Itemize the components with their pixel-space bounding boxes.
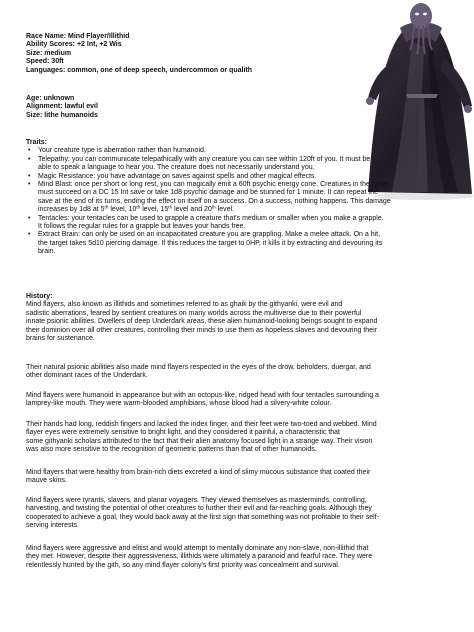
- trait-mind-blast-cont-2: save at the end of its turns, ending the effect on itself on a success. On a success, nothing happens. This damage: [38, 197, 391, 205]
- history-paragraph-5: Mind flayers that were healthy from brain-rich diets excreted a kind of slimy mucous substance that coated their mauve skins.: [26, 469, 371, 485]
- trait-tentacles-cont: It follows the regular rules for a grapple but leaves your hands free.: [38, 223, 246, 231]
- size-description-line: Size: lithe humanoids: [26, 111, 98, 119]
- history-paragraph-4: Their hands had long, reddish fingers and lacked the index finger, and their feet were two-toed and webbed. Mind flayer eyes were extremely sensitive to bright light, and they considered it painful, a characteristic that some githyanki scholars attributed to the fact that their alien anatomy focused light in a strange way. Their vision was also more sensitive to the recognition of geometric patterns than that of other humanoids.: [26, 421, 377, 454]
- speed-line: Speed: 30ft: [26, 58, 64, 66]
- trait-telepathy: • Telepathy: you can communicate telepathically with any creature you can see within 120ft of you. It must be: [26, 156, 450, 164]
- alignment-line: Alignment: lawful evil: [26, 103, 98, 111]
- trait-mind-blast: • Mind Blast: once per short or long rest, you can magically emit a 60ft psychic energy cone. Creatures in the cone: [26, 181, 450, 189]
- history-paragraph-2: Their natural psionic abilities also made mind flayers respected in the eyes of the drow, beholders, duergar, and other dominant races of the Underdark.: [26, 364, 371, 380]
- traits-section: [26, 139, 450, 257]
- size-line: Size: medium: [26, 49, 72, 57]
- age-line: Age: unknown: [26, 95, 75, 102]
- history-paragraph-7: Mind flayers were aggressive and elitist and would attempt to mentally dominate any non-slave, non-illithid that they met. However, despite their aggressiveness, illithids were ultimately a paranoid and fearful race. They were relentlessly hunted by the gith, so any mind flayer colony's first priority was concealment and survival.: [26, 545, 373, 569]
- race-name-line: Race Name: Mind Flayer/Illithid: [26, 33, 130, 40]
- race-details: [26, 95, 450, 120]
- history-paragraph-3: Mind flayers were humanoid in appearance but with an octopus-like, ridged head with four tentacles surrounding a lamprey-like mouth. They were warm-blooded amphibians, whose blood had a silvery-white colour.: [26, 392, 379, 408]
- trait-extract-brain: • Extract Brain: can only be used on an incapacitated creature you are grappling. Make a melee attack. On a hit,: [26, 231, 450, 239]
- trait-extract-brain-cont-1: the target takes 5d10 piercing damage. If this reduces the target to 0HP, it kills it by extracting and devouring its: [38, 239, 383, 247]
- trait-telepathy-cont: able to speak a language to hear you. The creature does not necessarily understand you.: [38, 164, 315, 172]
- traits-heading: Traits:: [26, 139, 48, 146]
- trait-tentacles: • Tentacles: your tentacles can be used to grapple a creature that's medium or smaller when you make a grapple.: [26, 215, 450, 223]
- trait-mind-blast-cont-3: increases by 1d8 at 5th level, 10th level, 15th level and 20th level.: [38, 204, 234, 214]
- trait-creature-type: • Your creature type is aberration rather than humanoid.: [26, 147, 450, 155]
- document-page: [26, 0, 452, 632]
- history-section: [26, 293, 450, 343]
- trait-magic-resistance: • Magic Resistance: you have advantage on saves against spells and other magical effects.: [26, 173, 450, 181]
- race-header: [26, 33, 450, 75]
- trait-extract-brain-cont-2: brain.: [38, 248, 56, 256]
- trait-mind-blast-cont-1: must succeed on a DC 15 Int save or take 1d8 psychic damage and be stunned for 1 minute. It can repeat the: [38, 189, 379, 197]
- history-heading: History:: [26, 293, 53, 300]
- languages-line: Languages: common, one of deep speech, undercommon or qualith: [26, 66, 252, 74]
- history-paragraph-6: Mind flayers were tyrants, slavers, and planar voyagers. They viewed themselves as masterminds, controlling, harvesting, and twisting the potential of other creatures to further their evil and far-reaching goals. Although they cooperated to achieve a goal, they would back away at the first sign that something was not profitable to their self- serving interests.: [26, 497, 379, 530]
- history-paragraph-1: Mind flayers, also known as illithids and sometimes referred to as ghaik by the githyanki, were evil and sadistic aberrations, feared by sentient creatures on many worlds across the multiverse due to their powerful innate psionic abilities. Dwellers of deep Underdark areas, these alien humanoid-looking beings sought to expand their dominion over all other creatures, controlling their minds to use them as hopeless slaves and devouring their brains for sustenance.: [26, 301, 378, 343]
- ability-scores-line: Ability Scores: +2 Int, +2 Wis: [26, 41, 122, 49]
